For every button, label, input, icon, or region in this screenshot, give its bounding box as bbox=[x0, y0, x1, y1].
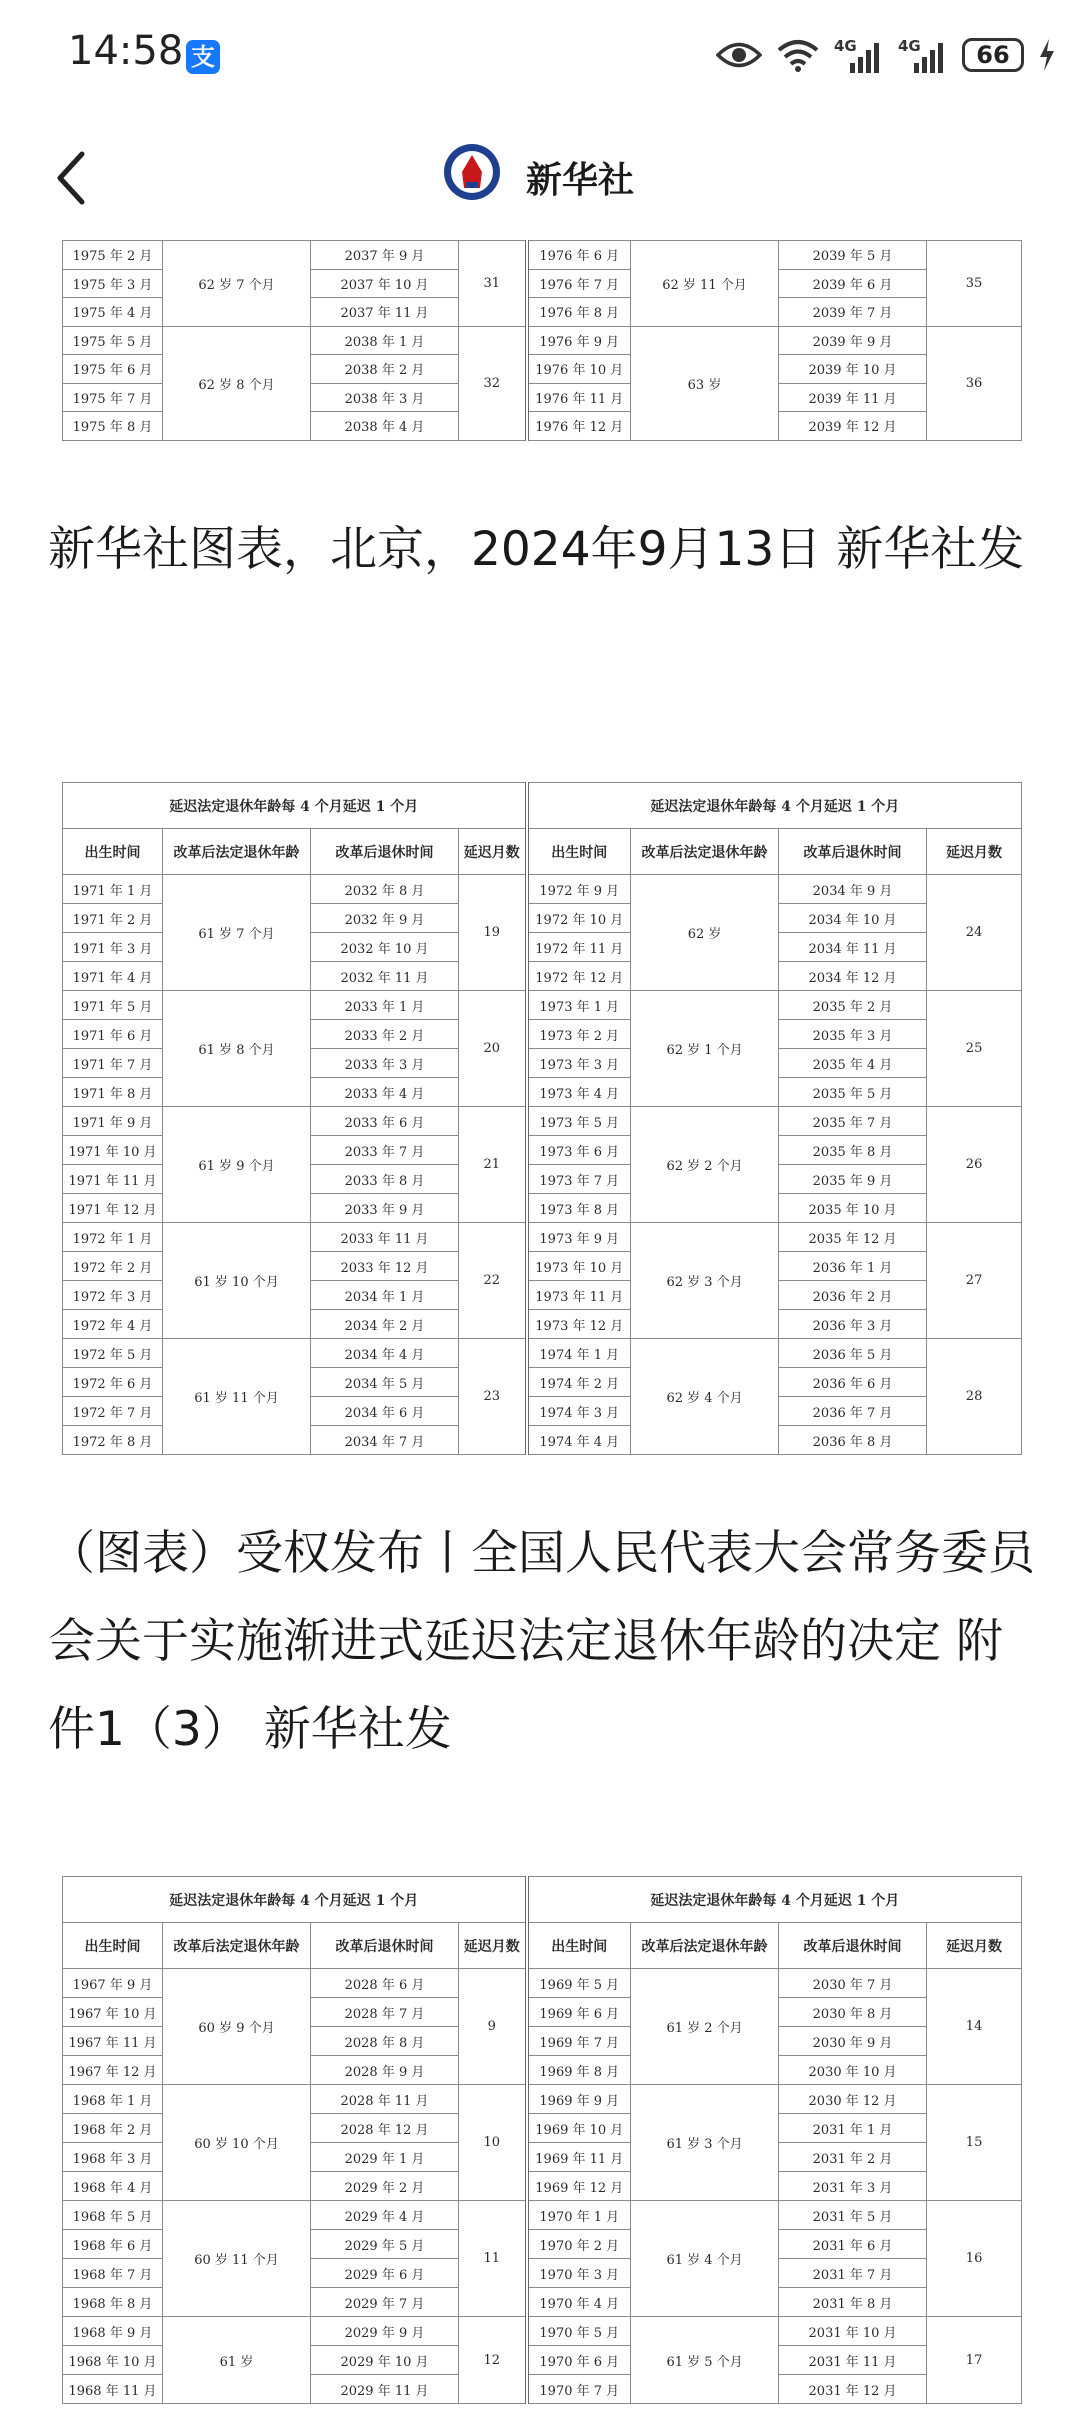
birth-cell: 1971 年 7 月 bbox=[63, 1049, 163, 1078]
age-cell: 61 岁 8 个月 bbox=[163, 991, 311, 1107]
nav-title: 新华社 bbox=[526, 160, 635, 201]
retire-cell: 2031 年 3 月 bbox=[779, 2172, 927, 2201]
retire-cell: 2033 年 1 月 bbox=[311, 991, 459, 1020]
retire-cell: 2033 年 9 月 bbox=[311, 1194, 459, 1223]
retire-cell: 2036 年 1 月 bbox=[779, 1252, 927, 1281]
retire-cell: 2037 年 11 月 bbox=[311, 298, 459, 327]
birth-cell: 1967 年 10 月 bbox=[63, 1998, 163, 2027]
table-row bbox=[63, 991, 1022, 1020]
retirement-table-3 bbox=[62, 1876, 1022, 2404]
retire-cell: 2032 年 10 月 bbox=[311, 933, 459, 962]
birth-cell: 1973 年 1 月 bbox=[527, 991, 631, 1020]
retire-cell: 2039 年 12 月 bbox=[779, 412, 927, 441]
birth-cell: 1972 年 3 月 bbox=[63, 1281, 163, 1310]
retire-cell: 2031 年 5 月 bbox=[779, 2201, 927, 2230]
age-cell: 62 岁 11 个月 bbox=[631, 241, 779, 327]
birth-cell: 1976 年 10 月 bbox=[527, 355, 631, 384]
retire-cell: 2035 年 8 月 bbox=[779, 1136, 927, 1165]
birth-cell: 1969 年 7 月 bbox=[527, 2027, 631, 2056]
retire-cell: 2030 年 7 月 bbox=[779, 1969, 927, 1998]
retire-cell: 2036 年 5 月 bbox=[779, 1339, 927, 1368]
retire-cell: 2028 年 7 月 bbox=[311, 1998, 459, 2027]
retire-cell: 2028 年 6 月 bbox=[311, 1969, 459, 1998]
birth-cell: 1971 年 12 月 bbox=[63, 1194, 163, 1223]
retire-cell: 2029 年 6 月 bbox=[311, 2259, 459, 2288]
age-cell: 63 岁 bbox=[631, 326, 779, 440]
birth-cell: 1973 年 10 月 bbox=[527, 1252, 631, 1281]
retire-cell: 2031 年 8 月 bbox=[779, 2288, 927, 2317]
retire-cell: 2034 年 11 月 bbox=[779, 933, 927, 962]
xinhua-logo[interactable] bbox=[442, 142, 502, 202]
retire-cell: 2034 年 4 月 bbox=[311, 1339, 459, 1368]
table-row bbox=[63, 1107, 1022, 1136]
birth-cell: 1971 年 4 月 bbox=[63, 962, 163, 991]
birth-cell: 1972 年 12 月 bbox=[527, 962, 631, 991]
birth-cell: 1968 年 9 月 bbox=[63, 2317, 163, 2346]
birth-cell: 1970 年 3 月 bbox=[527, 2259, 631, 2288]
column-header: 延迟月数 bbox=[927, 829, 1022, 875]
retire-cell: 2036 年 7 月 bbox=[779, 1397, 927, 1426]
retire-cell: 2036 年 8 月 bbox=[779, 1426, 927, 1455]
retire-cell: 2039 年 6 月 bbox=[779, 269, 927, 298]
retire-cell: 2031 年 2 月 bbox=[779, 2143, 927, 2172]
birth-cell: 1976 年 11 月 bbox=[527, 383, 631, 412]
retire-cell: 2036 年 2 月 bbox=[779, 1281, 927, 1310]
birth-cell: 1975 年 8 月 bbox=[63, 412, 163, 441]
age-cell: 62 岁 7 个月 bbox=[163, 241, 311, 327]
delay-cell: 28 bbox=[927, 1339, 1022, 1455]
age-cell: 61 岁 7 个月 bbox=[163, 875, 311, 991]
column-header: 延迟月数 bbox=[927, 1923, 1022, 1969]
retire-cell: 2029 年 4 月 bbox=[311, 2201, 459, 2230]
retire-cell: 2039 年 11 月 bbox=[779, 383, 927, 412]
birth-cell: 1970 年 5 月 bbox=[527, 2317, 631, 2346]
retire-cell: 2037 年 9 月 bbox=[311, 241, 459, 270]
delay-cell: 17 bbox=[927, 2317, 1022, 2404]
birth-cell: 1972 年 2 月 bbox=[63, 1252, 163, 1281]
column-header: 出生时间 bbox=[63, 1923, 163, 1969]
birth-cell: 1976 年 12 月 bbox=[527, 412, 631, 441]
signal-icon-2 bbox=[898, 35, 948, 75]
charging-icon bbox=[1038, 38, 1056, 72]
retire-cell: 2032 年 11 月 bbox=[311, 962, 459, 991]
delay-cell: 22 bbox=[459, 1223, 527, 1339]
eye-icon bbox=[716, 40, 762, 70]
birth-cell: 1971 年 1 月 bbox=[63, 875, 163, 904]
retire-cell: 2029 年 11 月 bbox=[311, 2375, 459, 2404]
birth-cell: 1969 年 10 月 bbox=[527, 2114, 631, 2143]
retire-cell: 2030 年 12 月 bbox=[779, 2085, 927, 2114]
table-row bbox=[63, 2085, 1022, 2114]
birth-cell: 1973 年 7 月 bbox=[527, 1165, 631, 1194]
birth-cell: 1971 年 8 月 bbox=[63, 1078, 163, 1107]
delay-cell: 25 bbox=[927, 991, 1022, 1107]
delay-cell: 27 bbox=[927, 1223, 1022, 1339]
delay-cell: 14 bbox=[927, 1969, 1022, 2085]
birth-cell: 1968 年 6 月 bbox=[63, 2230, 163, 2259]
birth-cell: 1969 年 8 月 bbox=[527, 2056, 631, 2085]
birth-cell: 1974 年 2 月 bbox=[527, 1368, 631, 1397]
birth-cell: 1970 年 2 月 bbox=[527, 2230, 631, 2259]
retire-cell: 2038 年 1 月 bbox=[311, 326, 459, 355]
delay-cell: 16 bbox=[927, 2201, 1022, 2317]
column-header: 延迟月数 bbox=[459, 1923, 527, 1969]
birth-cell: 1972 年 1 月 bbox=[63, 1223, 163, 1252]
retire-cell: 2034 年 7 月 bbox=[311, 1426, 459, 1455]
retire-cell: 2036 年 6 月 bbox=[779, 1368, 927, 1397]
retire-cell: 2038 年 2 月 bbox=[311, 355, 459, 384]
retire-cell: 2034 年 12 月 bbox=[779, 962, 927, 991]
birth-cell: 1967 年 9 月 bbox=[63, 1969, 163, 1998]
retire-cell: 2031 年 6 月 bbox=[779, 2230, 927, 2259]
birth-cell: 1970 年 1 月 bbox=[527, 2201, 631, 2230]
column-header: 改革后法定退休年龄 bbox=[163, 1923, 311, 1969]
retire-cell: 2029 年 7 月 bbox=[311, 2288, 459, 2317]
column-header: 出生时间 bbox=[527, 829, 631, 875]
retire-cell: 2028 年 11 月 bbox=[311, 2085, 459, 2114]
table-1-image bbox=[62, 240, 1022, 441]
delay-cell: 32 bbox=[459, 326, 527, 440]
birth-cell: 1971 年 11 月 bbox=[63, 1165, 163, 1194]
battery-icon: 66 bbox=[962, 38, 1024, 72]
retire-cell: 2033 年 11 月 bbox=[311, 1223, 459, 1252]
birth-cell: 1969 年 11 月 bbox=[527, 2143, 631, 2172]
retirement-table-1 bbox=[62, 240, 1022, 441]
nav-bar bbox=[0, 120, 1084, 230]
birth-cell: 1968 年 1 月 bbox=[63, 2085, 163, 2114]
retire-cell: 2035 年 4 月 bbox=[779, 1049, 927, 1078]
retire-cell: 2030 年 9 月 bbox=[779, 2027, 927, 2056]
birth-cell: 1973 年 2 月 bbox=[527, 1020, 631, 1049]
retire-cell: 2033 年 2 月 bbox=[311, 1020, 459, 1049]
delay-cell: 19 bbox=[459, 875, 527, 991]
wifi-icon bbox=[776, 38, 820, 72]
delay-cell: 35 bbox=[927, 241, 1022, 327]
retire-cell: 2038 年 4 月 bbox=[311, 412, 459, 441]
birth-cell: 1968 年 8 月 bbox=[63, 2288, 163, 2317]
retire-cell: 2032 年 8 月 bbox=[311, 875, 459, 904]
retire-cell: 2039 年 10 月 bbox=[779, 355, 927, 384]
delay-cell: 20 bbox=[459, 991, 527, 1107]
retire-cell: 2037 年 10 月 bbox=[311, 269, 459, 298]
birth-cell: 1972 年 10 月 bbox=[527, 904, 631, 933]
group-title: 延迟法定退休年龄每 4 个月延迟 1 个月 bbox=[527, 1877, 1022, 1923]
retire-cell: 2031 年 7 月 bbox=[779, 2259, 927, 2288]
table-row bbox=[63, 1969, 1022, 1998]
group-title: 延迟法定退休年龄每 4 个月延迟 1 个月 bbox=[63, 1877, 527, 1923]
delay-cell: 15 bbox=[927, 2085, 1022, 2201]
column-header: 出生时间 bbox=[63, 829, 163, 875]
column-header: 改革后退休时间 bbox=[311, 1923, 459, 1969]
retire-cell: 2033 年 7 月 bbox=[311, 1136, 459, 1165]
retire-cell: 2035 年 9 月 bbox=[779, 1165, 927, 1194]
retire-cell: 2033 年 6 月 bbox=[311, 1107, 459, 1136]
retire-cell: 2038 年 3 月 bbox=[311, 383, 459, 412]
age-cell: 61 岁 9 个月 bbox=[163, 1107, 311, 1223]
birth-cell: 1975 年 7 月 bbox=[63, 383, 163, 412]
retire-cell: 2035 年 5 月 bbox=[779, 1078, 927, 1107]
retire-cell: 2033 年 8 月 bbox=[311, 1165, 459, 1194]
age-cell: 60 岁 10 个月 bbox=[163, 2085, 311, 2201]
birth-cell: 1968 年 11 月 bbox=[63, 2375, 163, 2404]
birth-cell: 1974 年 4 月 bbox=[527, 1426, 631, 1455]
table-row bbox=[63, 1223, 1022, 1252]
retire-cell: 2035 年 10 月 bbox=[779, 1194, 927, 1223]
birth-cell: 1976 年 9 月 bbox=[527, 326, 631, 355]
birth-cell: 1972 年 6 月 bbox=[63, 1368, 163, 1397]
birth-cell: 1973 年 8 月 bbox=[527, 1194, 631, 1223]
retire-cell: 2034 年 2 月 bbox=[311, 1310, 459, 1339]
net-label-2: 4G bbox=[898, 37, 921, 55]
age-cell: 62 岁 bbox=[631, 875, 779, 991]
birth-cell: 1974 年 3 月 bbox=[527, 1397, 631, 1426]
birth-cell: 1971 年 10 月 bbox=[63, 1136, 163, 1165]
column-header: 延迟月数 bbox=[459, 829, 527, 875]
retire-cell: 2033 年 4 月 bbox=[311, 1078, 459, 1107]
retirement-table-2 bbox=[62, 782, 1022, 1455]
birth-cell: 1968 年 3 月 bbox=[63, 2143, 163, 2172]
retire-cell: 2033 年 3 月 bbox=[311, 1049, 459, 1078]
column-header: 改革后退休时间 bbox=[779, 1923, 927, 1969]
retire-cell: 2031 年 12 月 bbox=[779, 2375, 927, 2404]
birth-cell: 1976 年 8 月 bbox=[527, 298, 631, 327]
birth-cell: 1973 年 3 月 bbox=[527, 1049, 631, 1078]
birth-cell: 1973 年 5 月 bbox=[527, 1107, 631, 1136]
retire-cell: 2035 年 3 月 bbox=[779, 1020, 927, 1049]
net-label: 4G bbox=[834, 37, 857, 55]
birth-cell: 1970 年 4 月 bbox=[527, 2288, 631, 2317]
birth-cell: 1969 年 9 月 bbox=[527, 2085, 631, 2114]
retire-cell: 2033 年 12 月 bbox=[311, 1252, 459, 1281]
age-cell: 61 岁 3 个月 bbox=[631, 2085, 779, 2201]
birth-cell: 1967 年 11 月 bbox=[63, 2027, 163, 2056]
age-cell: 61 岁 2 个月 bbox=[631, 1969, 779, 2085]
retire-cell: 2029 年 10 月 bbox=[311, 2346, 459, 2375]
group-title: 延迟法定退休年龄每 4 个月延迟 1 个月 bbox=[63, 783, 527, 829]
birth-cell: 1973 年 9 月 bbox=[527, 1223, 631, 1252]
retire-cell: 2039 年 7 月 bbox=[779, 298, 927, 327]
retire-cell: 2034 年 1 月 bbox=[311, 1281, 459, 1310]
retire-cell: 2035 年 12 月 bbox=[779, 1223, 927, 1252]
retire-cell: 2028 年 12 月 bbox=[311, 2114, 459, 2143]
retire-cell: 2028 年 9 月 bbox=[311, 2056, 459, 2085]
birth-cell: 1973 年 6 月 bbox=[527, 1136, 631, 1165]
retire-cell: 2032 年 9 月 bbox=[311, 904, 459, 933]
birth-cell: 1968 年 5 月 bbox=[63, 2201, 163, 2230]
birth-cell: 1970 年 6 月 bbox=[527, 2346, 631, 2375]
column-header: 改革后退休时间 bbox=[779, 829, 927, 875]
birth-cell: 1971 年 2 月 bbox=[63, 904, 163, 933]
column-header: 改革后法定退休年龄 bbox=[631, 1923, 779, 1969]
retire-cell: 2039 年 9 月 bbox=[779, 326, 927, 355]
status-bar bbox=[0, 0, 1084, 110]
retire-cell: 2034 年 10 月 bbox=[779, 904, 927, 933]
retire-cell: 2030 年 10 月 bbox=[779, 2056, 927, 2085]
birth-cell: 1971 年 6 月 bbox=[63, 1020, 163, 1049]
birth-cell: 1972 年 5 月 bbox=[63, 1339, 163, 1368]
birth-cell: 1976 年 6 月 bbox=[527, 241, 631, 270]
age-cell: 61 岁 bbox=[163, 2317, 311, 2404]
birth-cell: 1970 年 7 月 bbox=[527, 2375, 631, 2404]
age-cell: 62 岁 2 个月 bbox=[631, 1107, 779, 1223]
birth-cell: 1971 年 5 月 bbox=[63, 991, 163, 1020]
birth-cell: 1969 年 12 月 bbox=[527, 2172, 631, 2201]
birth-cell: 1969 年 5 月 bbox=[527, 1969, 631, 1998]
retire-cell: 2031 年 11 月 bbox=[779, 2346, 927, 2375]
retire-cell: 2034 年 6 月 bbox=[311, 1397, 459, 1426]
column-header: 出生时间 bbox=[527, 1923, 631, 1969]
retire-cell: 2029 年 9 月 bbox=[311, 2317, 459, 2346]
table-2-image bbox=[62, 782, 1022, 1455]
birth-cell: 1974 年 1 月 bbox=[527, 1339, 631, 1368]
age-cell: 60 岁 11 个月 bbox=[163, 2201, 311, 2317]
age-cell: 62 岁 3 个月 bbox=[631, 1223, 779, 1339]
delay-cell: 23 bbox=[459, 1339, 527, 1455]
birth-cell: 1968 年 2 月 bbox=[63, 2114, 163, 2143]
table-row bbox=[63, 1339, 1022, 1368]
birth-cell: 1972 年 4 月 bbox=[63, 1310, 163, 1339]
birth-cell: 1975 年 6 月 bbox=[63, 355, 163, 384]
caption-1: 新华社图表，北京，2024年9月13日 新华社发 bbox=[48, 522, 1025, 577]
birth-cell: 1975 年 3 月 bbox=[63, 269, 163, 298]
birth-cell: 1972 年 9 月 bbox=[527, 875, 631, 904]
age-cell: 61 岁 5 个月 bbox=[631, 2317, 779, 2404]
age-cell: 61 岁 4 个月 bbox=[631, 2201, 779, 2317]
birth-cell: 1969 年 6 月 bbox=[527, 1998, 631, 2027]
birth-cell: 1973 年 11 月 bbox=[527, 1281, 631, 1310]
birth-cell: 1971 年 3 月 bbox=[63, 933, 163, 962]
table-row bbox=[63, 2201, 1022, 2230]
retire-cell: 2030 年 8 月 bbox=[779, 1998, 927, 2027]
retire-cell: 2039 年 5 月 bbox=[779, 241, 927, 270]
delay-cell: 21 bbox=[459, 1107, 527, 1223]
retire-cell: 2034 年 5 月 bbox=[311, 1368, 459, 1397]
retire-cell: 2029 年 2 月 bbox=[311, 2172, 459, 2201]
birth-cell: 1968 年 7 月 bbox=[63, 2259, 163, 2288]
age-cell: 61 岁 11 个月 bbox=[163, 1339, 311, 1455]
retire-cell: 2035 年 2 月 bbox=[779, 991, 927, 1020]
birth-cell: 1976 年 7 月 bbox=[527, 269, 631, 298]
delay-cell: 24 bbox=[927, 875, 1022, 991]
birth-cell: 1967 年 12 月 bbox=[63, 2056, 163, 2085]
retire-cell: 2029 年 1 月 bbox=[311, 2143, 459, 2172]
table-row bbox=[63, 326, 1022, 355]
alipay-icon: 支 bbox=[186, 40, 220, 74]
age-cell: 62 岁 4 个月 bbox=[631, 1339, 779, 1455]
age-cell: 60 岁 9 个月 bbox=[163, 1969, 311, 2085]
retire-cell: 2035 年 7 月 bbox=[779, 1107, 927, 1136]
birth-cell: 1968 年 10 月 bbox=[63, 2346, 163, 2375]
age-cell: 62 岁 8 个月 bbox=[163, 326, 311, 440]
table-3-image bbox=[62, 1876, 1022, 2404]
delay-cell: 9 bbox=[459, 1969, 527, 2085]
retire-cell: 2029 年 5 月 bbox=[311, 2230, 459, 2259]
delay-cell: 11 bbox=[459, 2201, 527, 2317]
table-row bbox=[63, 875, 1022, 904]
birth-cell: 1968 年 4 月 bbox=[63, 2172, 163, 2201]
retire-cell: 2031 年 1 月 bbox=[779, 2114, 927, 2143]
back-arrow-icon[interactable] bbox=[50, 148, 90, 208]
delay-cell: 12 bbox=[459, 2317, 527, 2404]
retire-cell: 2028 年 8 月 bbox=[311, 2027, 459, 2056]
birth-cell: 1975 年 2 月 bbox=[63, 241, 163, 270]
retire-cell: 2034 年 9 月 bbox=[779, 875, 927, 904]
column-header: 改革后法定退休年龄 bbox=[163, 829, 311, 875]
birth-cell: 1972 年 11 月 bbox=[527, 933, 631, 962]
age-cell: 61 岁 10 个月 bbox=[163, 1223, 311, 1339]
delay-cell: 31 bbox=[459, 241, 527, 327]
birth-cell: 1971 年 9 月 bbox=[63, 1107, 163, 1136]
caption-2: （图表）受权发布丨全国人民代表大会常务委员会关于实施渐进式延迟法定退休年龄的决定 附件1（3） 新华社发 bbox=[48, 1526, 1035, 1757]
birth-cell: 1973 年 12 月 bbox=[527, 1310, 631, 1339]
status-icons bbox=[716, 30, 1056, 80]
retire-cell: 2031 年 10 月 bbox=[779, 2317, 927, 2346]
birth-cell: 1975 年 4 月 bbox=[63, 298, 163, 327]
signal-icon bbox=[834, 35, 884, 75]
age-cell: 62 岁 1 个月 bbox=[631, 991, 779, 1107]
column-header: 改革后退休时间 bbox=[311, 829, 459, 875]
birth-cell: 1972 年 7 月 bbox=[63, 1397, 163, 1426]
delay-cell: 36 bbox=[927, 326, 1022, 440]
birth-cell: 1975 年 5 月 bbox=[63, 326, 163, 355]
birth-cell: 1973 年 4 月 bbox=[527, 1078, 631, 1107]
retire-cell: 2036 年 3 月 bbox=[779, 1310, 927, 1339]
group-title: 延迟法定退休年龄每 4 个月延迟 1 个月 bbox=[527, 783, 1022, 829]
birth-cell: 1972 年 8 月 bbox=[63, 1426, 163, 1455]
delay-cell: 26 bbox=[927, 1107, 1022, 1223]
table-row bbox=[63, 241, 1022, 270]
status-time: 14:58 bbox=[68, 28, 184, 74]
delay-cell: 10 bbox=[459, 2085, 527, 2201]
column-header: 改革后法定退休年龄 bbox=[631, 829, 779, 875]
table-row bbox=[63, 2317, 1022, 2346]
